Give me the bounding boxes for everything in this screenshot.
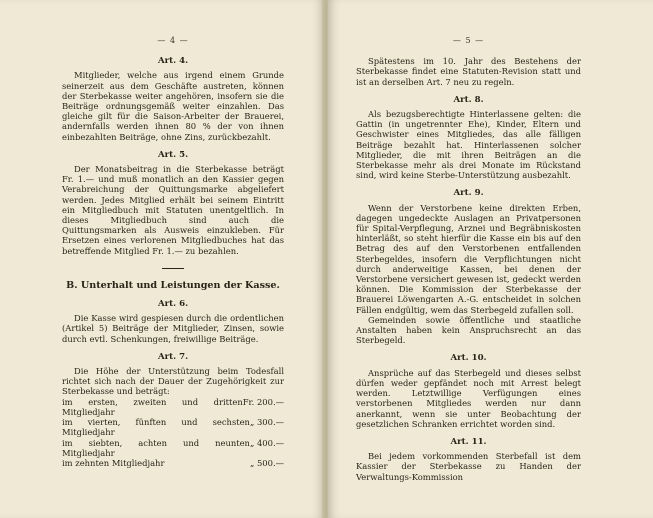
rate-row — [62, 458, 284, 468]
art4-paragraph: Mitglieder, welche aus irgend einem Grunde seinerzeit aus dem Geschäfte austreten, können der Sterbekasse weiter angehören, insofern sie die Beiträge ordnungsgemäß weiter einzahlen. Das gleiche gilt für die Saison-Arbeiter der Brauerei, andernfalls werden ihnen 80 % der von ihnen einbezahlten Beiträge, ohne Zins, zurückbezahlt. — [62, 70, 284, 142]
art7-paragraph: Die Höhe der Unterstützung beim Todesfall richtet sich nach der Dauer der Zugehörigkeit zur Sterbekasse und beträgt: — [62, 366, 284, 397]
rate-value: „ 300.— — [249, 417, 284, 428]
page-number-left: — 4 — — [157, 36, 189, 45]
art5-heading: Art. 5. — [157, 149, 189, 160]
rate-label: im siebten, achten und neunten Mitgliedjahr — [62, 437, 250, 458]
rate-row — [62, 417, 284, 437]
art8-paragraph: Als bezugsberechtigte Hinterlassene gelten: die Gattin (in ungetrennter Ehe), Kinder, Eltern und Geschwister eines Mitgliedes, das alle fälligen Beiträge bezahlt hat. Hinterlassenen solcher Mitglieder, die mit ihren Beiträgen an die Sterbekasse mehr als drei Monate im Rückstand sind, wird keine Sterbe-Unterstützung ausbezahlt. — [356, 109, 581, 181]
art8-heading: Art. 8. — [453, 94, 484, 105]
section-heading: B. Unterhalt und Leistungen der Kasse. — [66, 279, 280, 291]
art10-paragraph: Ansprüche auf das Sterbegeld und dieses selbst dürfen weder gepfändet noch mit Arrest belegt werden. Letztwillige Verfügungen eines verstorbenen Mitgliedes werden nur dann anerkannt, wenn sie unter Beobachtung der gesetzlichen Schranken errichtet worden sind. — [356, 367, 581, 429]
art4-heading: Art. 4. — [157, 56, 189, 67]
art9-heading: Art. 9. — [453, 188, 484, 199]
art9-paragraph: Wenn der Verstorbene keine direkten Erben, dagegen ungedeckte Auslagen an Privatpersonen für Spital-Verpflegung, Arznei und Begräbniskosten hinterläßt, so steht hierfür die Kasse ein bis auf den Betrag des auf den Verstorbenen entfallenden Sterbegeldes, insofern die Verpflichtungen nicht durch anderweitige Kassen, bei denen der Verstorbene versichert gewesen ist, gedeckt werden können. Die Kommission der Sterbekasse der Brauerei Löwengarten A.-G. entscheidet in solchen Fällen endgültig, wem das Sterbegeld zufallen soll. — [356, 202, 581, 315]
rate-row — [62, 438, 284, 458]
left-page-text — [62, 36, 284, 468]
rate-label: im vierten, fünften und sechsten Mitgliedjahr — [62, 417, 250, 438]
rate-value: „ 500.— — [249, 457, 284, 468]
art5-paragraph: Der Monatsbeitrag in die Sterbekasse beträgt Fr. 1.— und muß monatlich an den Kassier gegen Verabreichung der Quittungsmarke abgeliefert werden. Jedes Mitglied erhält bei seinem Eintritt ein Mitgliedbuch mit Statuten unentgeltlich. In dieses Mitgliedbuch sind auch die Quittungsmarken als Ausweis einzukleben. Für Ersetzen eines verlorenen Mitgliedbuches hat das betreffende Mitglied Fr. 1.— zu bezahlen. — [62, 164, 284, 256]
rate-label: im ersten, zweiten und dritten Mitgliedjahr — [62, 396, 243, 417]
page-number-right: — 5 — — [452, 36, 485, 45]
rate-label: im zehnten Mitgliedjahr — [62, 457, 165, 468]
art9-paragraph-2: Gemeinden sowie öffentliche und staatliche Anstalten haben kein Anspruchsrecht an das Sterbegeld. — [356, 314, 581, 346]
left-page — [0, 0, 324, 518]
section-divider — [162, 268, 184, 269]
right-page — [328, 0, 653, 518]
rates-table — [62, 397, 284, 468]
art7-heading: Art. 7. — [157, 351, 189, 362]
rate-row — [62, 397, 284, 417]
art11-heading: Art. 11. — [450, 436, 487, 447]
art6-heading: Art. 6. — [157, 299, 189, 310]
art10-heading: Art. 10. — [450, 353, 487, 364]
rate-value: „ 400.— — [249, 437, 284, 448]
intro-paragraph: Spätestens im 10. Jahr des Bestehens der Sterbekasse findet eine Statuten-Revision statt und ist an derselben Art. 7 neu zu regeln. — [356, 56, 581, 87]
right-page-text — [356, 36, 581, 482]
rate-value: Fr. 200.— — [242, 396, 284, 407]
art11-paragraph: Bei jedem vorkommenden Sterbefall ist dem Kassier der Sterbekasse zu Handen der Verwaltungs-Kommission — [356, 451, 581, 482]
art6-paragraph: Die Kasse wird gespiesen durch die ordentlichen (Artikel 5) Beiträge der Mitglieder, Zinsen, sowie durch evtl. Schenkungen, freiwillige Beiträge. — [62, 313, 284, 344]
